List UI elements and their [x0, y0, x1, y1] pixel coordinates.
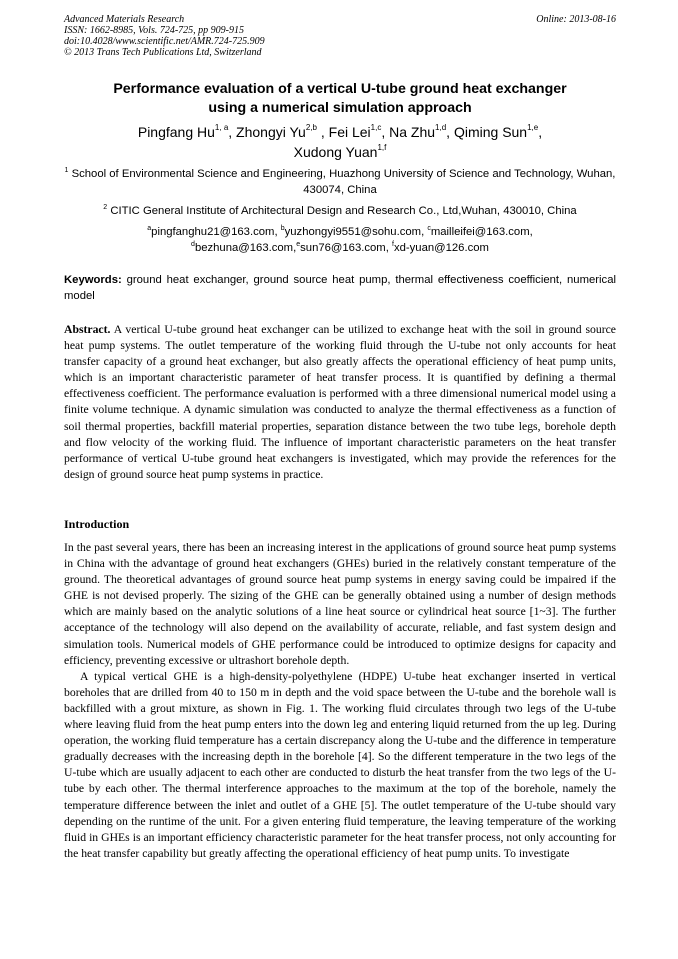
author-separator: ,: [316, 124, 329, 140]
email-sup: b: [280, 225, 285, 232]
keywords: [64, 272, 616, 304]
author-sup: 1,e: [527, 123, 539, 132]
author-sup: 1,d: [435, 123, 447, 132]
email-address[interactable]: sun76@163.com: [300, 242, 386, 254]
author: [389, 124, 454, 140]
author: [138, 124, 236, 140]
email: [147, 226, 280, 238]
email-sup: f: [392, 241, 394, 248]
author-sup: 1,f: [377, 143, 387, 152]
paper-title: [64, 80, 616, 118]
author: [236, 124, 329, 140]
email-separator: ,: [421, 226, 428, 238]
paragraph: A typical vertical GHE is a high-density-polyethylene (HDPE) U-tube heat exchanger inserted in vertical boreholes that are drilled from 40 to 150 m in depth and the void space between the U-tube and the borehole wall is backfilled with a grout mixture, as shown in Fig. 1. The working fluid circulates through two legs of the U-tube where leaving fluid from the heat pump enters into the down leg and entering liquid returned from the up leg. During operation, the working fluid temperature has a certain discrepancy along the U-tube and the difference in temperature gradually decreases with the increasing depth in the borehole [4]. So the different temperature in the two legs of the U-tube which are usually adjacent to each other are conducted to disturb the heat transfer from the two legs of the U-tube by each other. The thermal interference approaches to the maximum at the top of the borehole, namely the temperature difference between the inlet and outlet of a GHE [5]. The outlet temperature of the U-tube should vary depending on the runtime of the unit. For a given entering fluid temperature, the leaving temperature of the working fluid in GHEs is an important efficiency characteristic parameter for the heat transfer process, not only accounting for the heat transfer capability but greatly affecting the operational efficiency of heat pump units. To investigate: [64, 669, 616, 860]
author-separator: ,: [538, 124, 543, 140]
email-address[interactable]: mailleifei@163.com: [430, 226, 530, 238]
author: [329, 124, 389, 140]
introduction-body: [64, 540, 616, 862]
author-separator: ,: [381, 124, 390, 140]
online-date: Online: 2013-08-16: [536, 14, 616, 25]
author-name: Xudong Yuan: [293, 144, 378, 160]
author-list: [64, 122, 616, 162]
author: [454, 124, 542, 140]
email-list: [64, 224, 616, 256]
email-separator: ,: [529, 226, 533, 238]
author-name: Zhongyi Yu: [236, 124, 306, 140]
email-address[interactable]: bezhuna@163.com: [194, 242, 294, 254]
affiliation-text: CITIC General Institute of Architectural Design and Research Co., Ltd,Wuhan, 430010, China: [110, 205, 577, 217]
email: [191, 242, 296, 254]
affiliation-sup: 2: [103, 204, 108, 211]
email-address[interactable]: xd-yuan@126.com: [393, 242, 489, 254]
abstract-text: A vertical U-tube ground heat exchanger can be utilized to exchange heat with the soil in ground source heat pump systems. The outlet temperature of the working fluid through the U-tube not only accounts for heat transfer capacity of a ground heat exchanger, but also greatly affects the operational efficiency of heat pump units, which is an important characteristic parameter of heat transfer process. It is quantified by defining a thermal effectiveness coefficient. The performance evaluation is performed with a three dimensional numerical model using a finite volume technique. A dynamic simulation was conducted to analyze the thermal effectiveness as a function of soil thermal properties, backfill material properties, separation distance between the two tube legs, borehole depth and flow velocity of the working fluid. The influence of important characteristic parameters on the heat transfer performance of vertical U-tube ground heat exchangers is investigated, which may provide the references for the design of ground source heat pump systems in practice.: [64, 323, 616, 481]
affiliation-text: School of Environmental Science and Engineering, Huazhong University of Science and Technology, Wuhan, 430074, China: [71, 168, 616, 196]
email: [427, 226, 532, 238]
email-address[interactable]: pingfanghu21@163.com: [151, 226, 275, 238]
email-separator: ,: [293, 242, 297, 254]
author-name: Na Zhu: [389, 124, 436, 140]
copyright-line: © 2013 Trans Tech Publications Ltd, Switzerland: [64, 47, 262, 58]
email: [281, 226, 428, 238]
email-sup: a: [147, 225, 152, 232]
author: [294, 144, 387, 160]
author-name: Fei Lei: [328, 124, 371, 140]
affiliation-sup: 1: [64, 167, 69, 174]
section-heading-introduction: Introduction: [64, 517, 130, 531]
author-separator: ,: [446, 124, 454, 140]
keywords-text: ground heat exchanger, ground source heat pump, thermal effectiveness coefficient, numerical model: [64, 274, 616, 302]
paragraph: In the past several years, there has been an increasing interest in the applications of ground source heat pump systems in China with the advantage of ground heat exchangers (GHEs) buried in the relatively constant temperature of the ground. The theoretical advantages of ground source heat pump systems in energy saving could be impaired if the GHE is not devised properly. The sizing of the GHE can be generally obtained using a number of design methods which are mainly based on the analytic solutions of a line heat source or cylindrical heat source [1~3]. The further acceptance of the technology will also depend on the availability of accurate, reliable, and fast system design and simulation tools. Numerical models of GHE performance could be introduced to optimize designs for capacity and efficiency, preventing excessive or ultrashort borehole depth.: [64, 541, 616, 667]
email-sup: c: [427, 225, 431, 232]
author-sup: 1, a: [214, 123, 229, 132]
affiliation-2: [64, 203, 616, 219]
author-separator: ,: [228, 124, 237, 140]
title-line-1: Performance evaluation of a vertical U-tube ground heat exchanger: [113, 81, 567, 97]
issn-line: ISSN: 1662-8985, Vols. 724-725, pp 909-915: [64, 25, 244, 36]
email-separator: ,: [274, 226, 281, 238]
author-name: Qiming Sun: [453, 124, 528, 140]
email-separator: ,: [385, 242, 392, 254]
doi-line: doi:10.4028/www.scientific.net/AMR.724-725.909: [64, 36, 265, 47]
journal-name: Advanced Materials Research: [64, 14, 185, 25]
email: [296, 242, 392, 254]
email-sup: e: [296, 241, 301, 248]
email-sup: d: [191, 241, 195, 248]
email: [392, 242, 489, 254]
abstract-label: Abstract.: [64, 323, 111, 336]
title-line-2: using a numerical simulation approach: [208, 100, 472, 116]
journal-header: [64, 14, 616, 58]
abstract: [64, 322, 616, 483]
author-sup: 1,c: [370, 123, 382, 132]
affiliation-1: [64, 166, 616, 198]
author-name: Pingfang Hu: [137, 124, 215, 140]
keywords-label: Keywords:: [64, 274, 122, 286]
author-sup: 2,b: [305, 123, 317, 132]
email-address[interactable]: yuzhongyi9551@sohu.com: [284, 226, 422, 238]
